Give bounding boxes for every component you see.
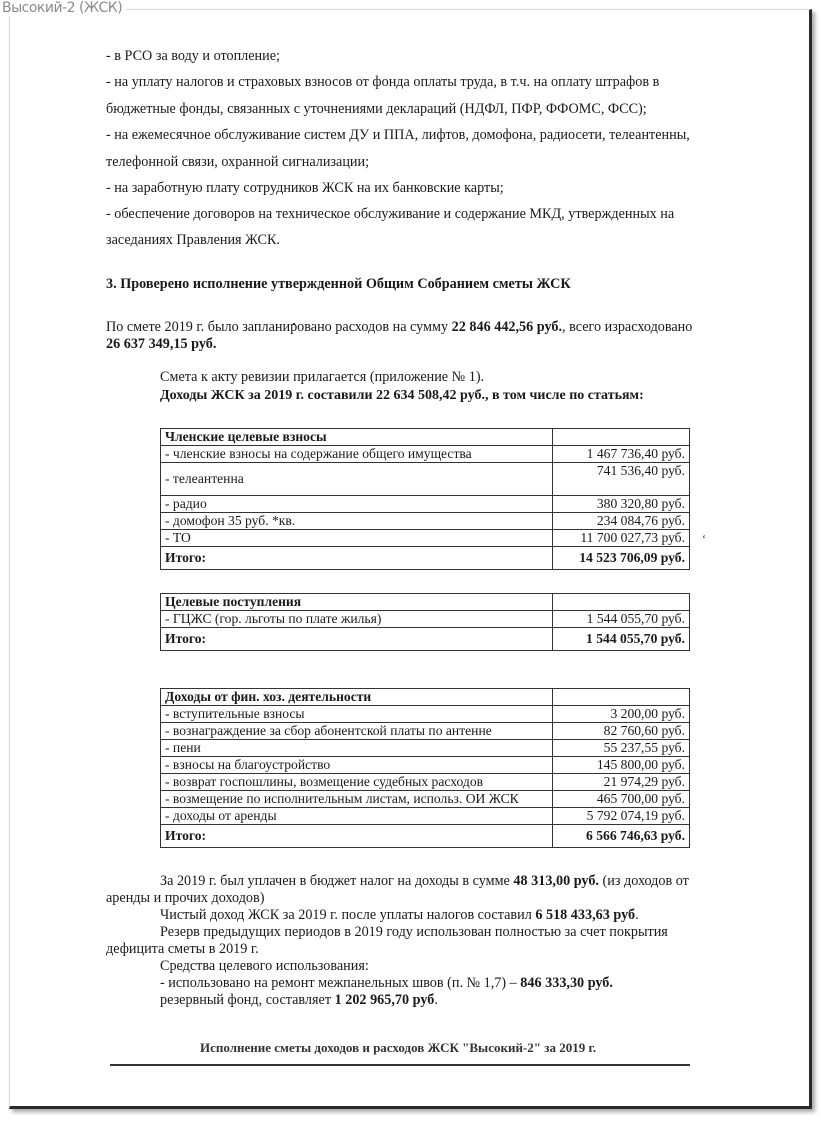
row-label: - возмещение по исполнительным листам, использ. ОИ ЖСК: [161, 791, 553, 808]
funds-used-amount: 846 333,30 руб.: [520, 975, 613, 991]
row-label: - пени: [161, 740, 553, 757]
total-label: Итого:: [161, 547, 553, 570]
total-value: 1 544 055,70 руб.: [553, 628, 690, 651]
table-title: Членские целевые взносы: [161, 429, 553, 446]
table-row: [161, 513, 690, 530]
attachment-note: Смета к акту ревизии прилагается (приложение № 1).: [160, 369, 485, 385]
table-title: Целевые поступления: [161, 594, 553, 611]
total-row: [161, 825, 690, 848]
funds-used: [160, 975, 613, 992]
tax-paragraph-cont: аренды и прочих доходов): [106, 890, 265, 906]
row-label: - членские взносы на содержание общего имущества: [161, 446, 553, 463]
tax-text: За 2019 г. был уплачен в бюджет налог на доходы в сумме: [160, 873, 514, 889]
net-income-paragraph: [160, 907, 639, 924]
total-row: [161, 547, 690, 570]
bullet-line: телефонной связи, охранной сигнализации;: [106, 154, 370, 170]
total-value: 6 566 746,63 руб.: [553, 825, 690, 848]
table-row: [161, 446, 690, 463]
row-label: - взносы на благоустройство: [161, 757, 553, 774]
plan-text: По смете 2019 г. было запланировано расходов на сумму: [106, 319, 452, 335]
bullet-line: - на заработную плату сотрудников ЖСК на их банковские карты;: [106, 180, 504, 196]
reserve-paragraph-cont: дефицита сметы в 2019 г.: [106, 941, 259, 957]
table-title: Доходы от фин. хоз. деятельности: [161, 689, 553, 706]
row-label: - ГЦЖС (гор. льготы по плате жилья): [161, 611, 553, 628]
net-amount: 6 518 433,63 руб: [535, 907, 636, 923]
table-row: [161, 611, 690, 628]
row-value: 145 800,00 руб.: [553, 757, 690, 774]
reserve-fund: [160, 992, 438, 1009]
row-label: - возврат госпошлины, возмещение судебных расходов: [161, 774, 553, 791]
row-label: - доходы от аренды: [161, 808, 553, 825]
table-row: [161, 723, 690, 740]
targeted-table: [160, 593, 690, 651]
income-heading: Доходы ЖСК за 2019 г. составили 22 634 508,42 руб., в том числе по статьям:: [160, 388, 644, 403]
business-income-table: [160, 688, 690, 848]
tax-text-cont: (из доходов от: [598, 873, 689, 889]
table-row: [161, 740, 690, 757]
total-row: [161, 628, 690, 651]
tax-paragraph: [160, 873, 689, 890]
row-label: - ТО: [161, 530, 553, 547]
scan-mark: ‘: [702, 532, 706, 546]
row-label: - домофон 35 руб. *кв.: [161, 513, 553, 530]
row-value: 1 467 736,40 руб.: [553, 446, 690, 463]
total-value: 14 523 706,09 руб.: [553, 547, 690, 570]
bullet-line: - в РСО за воду и отопление;: [106, 48, 280, 64]
reserve-fund-amount: 1 202 965,70 руб: [334, 992, 435, 1008]
net-text: Чистый доход ЖСК за 2019 г. после уплаты налогов составил: [160, 907, 536, 923]
row-value: 3 200,00 руб.: [553, 706, 690, 723]
table-row: [161, 808, 690, 825]
reserve-paragraph: Резерв предыдущих периодов в 2019 году использован полностью за счет покрытия: [160, 924, 668, 940]
funds-used-text: - использовано на ремонт межпанельных швов (п. № 1,7) –: [160, 975, 521, 991]
bullet-line: бюджетные фонды, связанных с уточнениями деклараций (НДФЛ, ПФР, ФФОМС, ФСС);: [106, 101, 647, 117]
row-value: 5 792 074,19 руб.: [553, 808, 690, 825]
total-label: Итого:: [161, 825, 553, 848]
footer-divider: [110, 1064, 690, 1066]
row-value: 465 700,00 руб.: [553, 791, 690, 808]
table-row: [161, 757, 690, 774]
plan-paragraph: [106, 319, 692, 336]
row-value: 234 084,76 руб.: [553, 513, 690, 530]
spent-amount: 26 637 349,15 руб.: [106, 336, 217, 352]
row-label: - вознаграждение за сбор абонентской платы по антенне: [161, 723, 553, 740]
table-row: [161, 706, 690, 723]
plan-amount: 22 846 442,56 руб.: [451, 319, 563, 335]
total-label: Итого:: [161, 628, 553, 651]
tax-amount: 48 313,00 руб.: [513, 873, 599, 889]
row-value: 55 237,55 руб.: [553, 740, 690, 757]
table-row: [161, 496, 690, 513]
bullet-line: заседаниях Правления ЖСК.: [106, 232, 280, 248]
row-value: 380 320,80 руб.: [553, 496, 690, 513]
table-row: [161, 530, 690, 547]
row-value: 1 544 055,70 руб.: [553, 611, 690, 628]
plan-text-cont: , всего израсходовано: [562, 319, 693, 335]
row-label: - радио: [161, 496, 553, 513]
bullet-line: - на ежемесячное обслуживание систем ДУ и ППА, лифтов, домофона, радиосети, телеантенны,: [106, 127, 690, 143]
bullet-line: - обеспечение договоров на техническое обслуживание и содержание МКД, утвержденных на: [106, 206, 675, 222]
net-text-end: .: [635, 907, 639, 923]
table-row: [161, 791, 690, 808]
reserve-fund-end: .: [434, 992, 438, 1008]
watermark: Высокий-2 (ЖСК): [2, 0, 126, 16]
row-label: - вступительные взносы: [161, 706, 553, 723]
row-value: 82 760,60 руб.: [553, 723, 690, 740]
row-value: 21 974,29 руб.: [553, 774, 690, 791]
row-label: - телеантенна: [161, 463, 553, 496]
bullet-line: - на уплату налогов и страховых взносов от фонда оплаты труда, в т.ч. на оплату штрафов в: [106, 74, 660, 90]
footer-title: Исполнение сметы доходов и расходов ЖСК "Высокий-2" за 2019 г.: [200, 1040, 597, 1055]
table-row: [161, 774, 690, 791]
membership-table: [160, 428, 690, 570]
reserve-fund-text: резервный фонд, составляет: [160, 992, 335, 1008]
row-value: 741 536,40 руб.: [553, 463, 690, 496]
funds-heading: Средства целевого использования:: [160, 958, 369, 974]
section-heading: 3. Проверено исполнение утвержденной Общим Собранием сметы ЖСК: [106, 276, 571, 292]
row-value: 11 700 027,73 руб.: [553, 530, 690, 547]
table-row: [161, 463, 690, 496]
